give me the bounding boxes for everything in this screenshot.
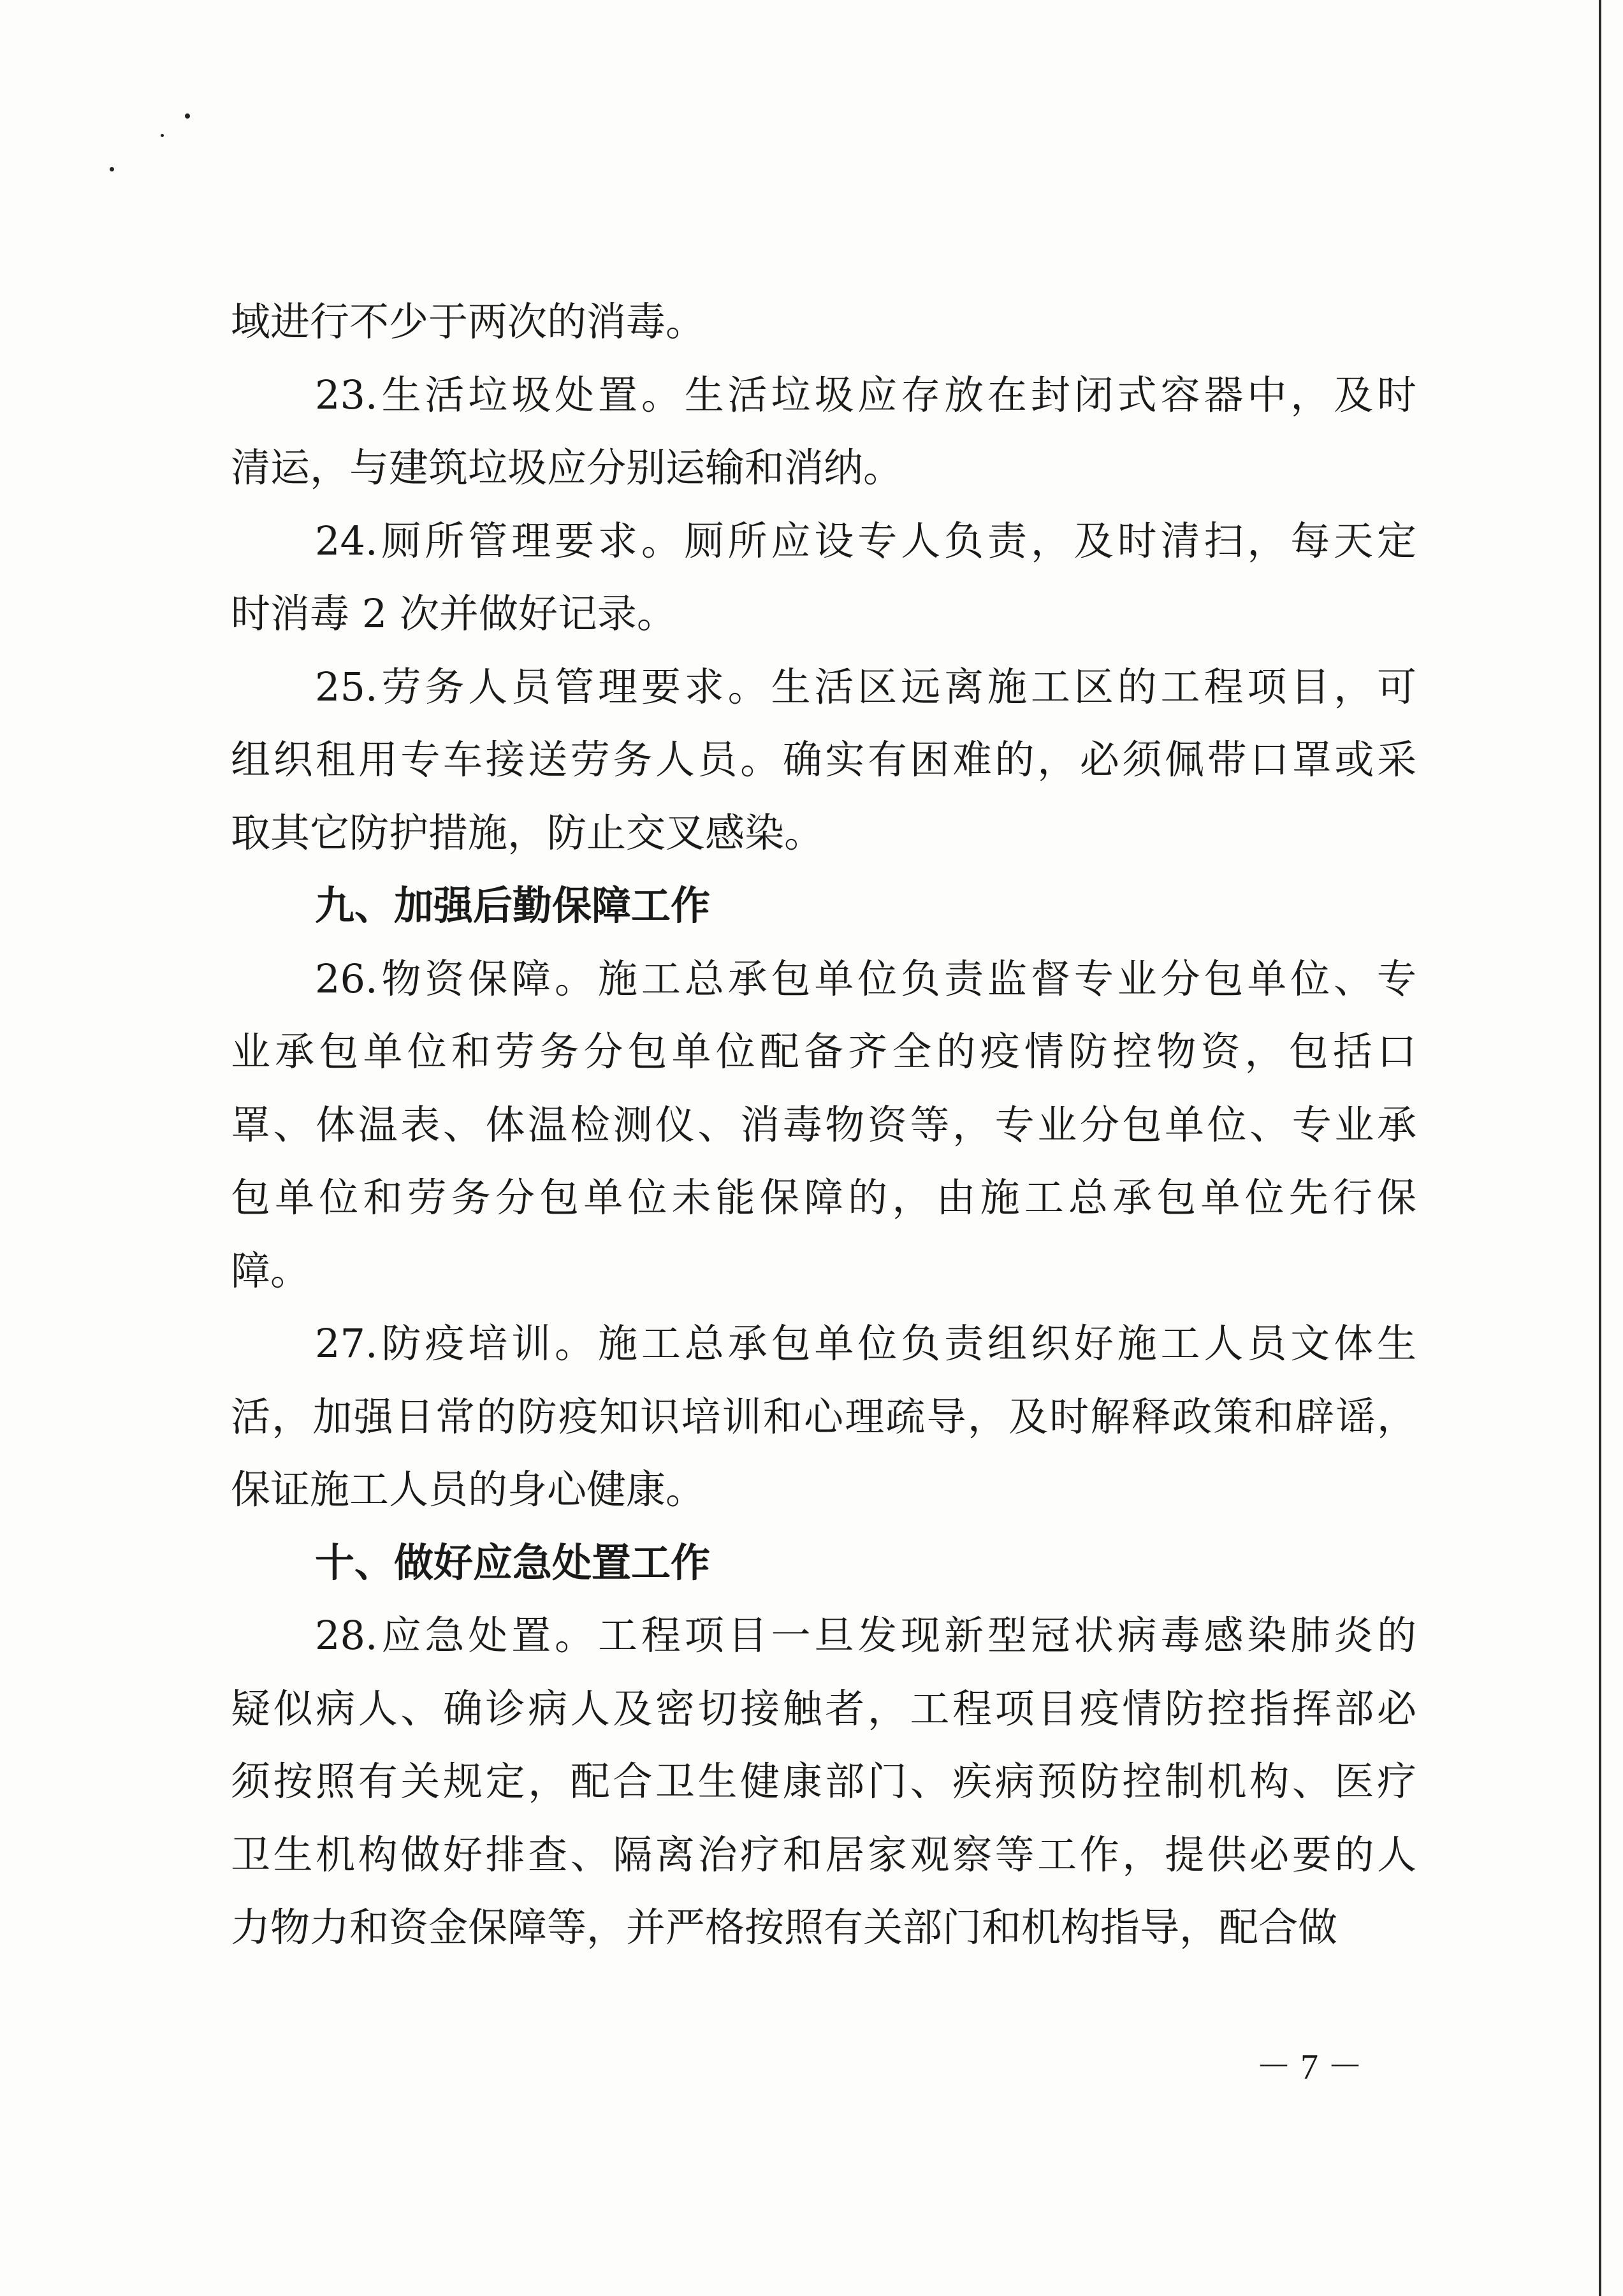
text-line: 须按照有关规定，配合卫生健康部门、疾病预防控制机构、医疗: [231, 1758, 1416, 1805]
paragraph: [231, 651, 1416, 870]
text-line: 业承包单位和劳务分包单位配备齐全的疫情防控物资，包括口: [231, 1028, 1416, 1075]
scan-speck: [110, 167, 114, 171]
paragraph: [231, 943, 1416, 1308]
text-line: 28.应急处置。工程项目一旦发现新型冠状病毒感染肺炎的: [315, 1612, 1416, 1659]
paragraph: [231, 1599, 1416, 1965]
paragraph: [231, 505, 1416, 651]
paragraph: [231, 359, 1416, 505]
text-line: 疑似病人、确诊病人及密切接触者，工程项目疫情防控指挥部必: [231, 1685, 1416, 1732]
text-line: 组织租用专车接送劳务人员。确实有困难的，必须佩带口罩或采: [231, 736, 1416, 783]
text-line: 力物力和资金保障等，并严格按照有关部门和机构指导，配合做: [231, 1904, 1338, 1951]
scan-speck: [161, 134, 164, 137]
scan-edge-line: [1599, 0, 1601, 2296]
text-line: 23.生活垃圾处置。生活垃圾应存放在封闭式容器中，及时: [315, 371, 1416, 418]
text-line: 卫生机构做好排查、隔离治疗和居家观察等工作，提供必要的人: [231, 1831, 1416, 1878]
text-line: 活，加强日常的防疫知识培训和心理疏导，及时解释政策和辟谣，: [231, 1393, 1416, 1440]
section-heading-text: 十、做好应急处置工作: [315, 1539, 711, 1586]
text-line: 24.厕所管理要求。厕所应设专人负责，及时清扫，每天定: [315, 517, 1416, 564]
text-line: 时消毒 2 次并做好记录。: [231, 590, 676, 637]
text-line: 保证施工人员的身心健康。: [231, 1466, 706, 1513]
text-line: 包单位和劳务分包单位未能保障的，由施工总承包单位先行保: [231, 1174, 1416, 1221]
text-line: 27.防疫培训。施工总承包单位负责组织好施工人员文体生: [315, 1320, 1416, 1367]
text-line: 25.劳务人员管理要求。生活区远离施工区的工程项目，可: [315, 663, 1416, 710]
text-line: 域进行不少于两次的消毒。: [231, 298, 706, 345]
section-heading: [231, 869, 1416, 943]
page-number: － 7 －: [1256, 2047, 1363, 2087]
paragraph: [231, 286, 1416, 359]
text-line: 障。: [231, 1247, 310, 1294]
paragraph: [231, 1307, 1416, 1527]
text-line: 罩、体温表、体温检测仪、消毒物资等，专业分包单位、专业承: [231, 1101, 1416, 1148]
section-heading-text: 九、加强后勤保障工作: [315, 882, 711, 929]
text-line: 取其它防护措施，防止交叉感染。: [231, 809, 824, 856]
scan-speck: [185, 113, 190, 119]
section-heading: [231, 1527, 1416, 1600]
text-line: 26.物资保障。施工总承包单位负责监督专业分包单位、专: [315, 955, 1416, 1002]
text-line: 清运，与建筑垃圾应分别运输和消纳。: [231, 444, 903, 491]
document-body: [231, 286, 1416, 1965]
